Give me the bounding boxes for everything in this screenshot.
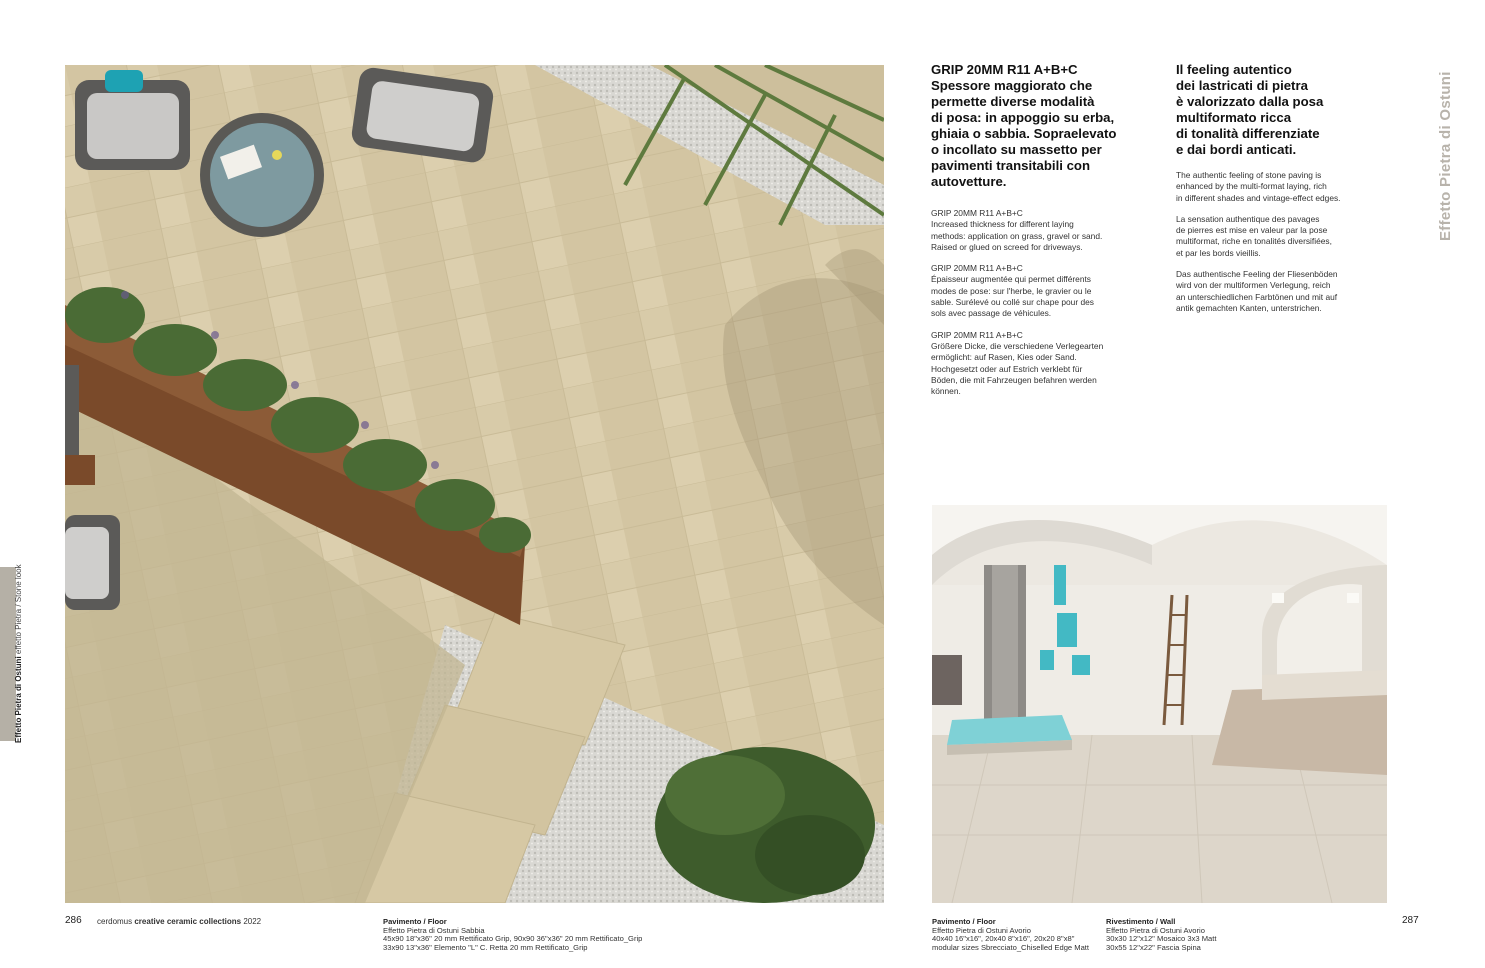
grip-text-de: GRIP 20MM R11 A+B+C Größere Dicke, die verschiedene Verlegearten ermöglicht: auf Rasen, Kies oder Sand. Hochgesetzt oder auf Estrich verklebt für Böden, die mit Fahrzeugen befahren werden können. — [931, 329, 1104, 397]
grip-text-en: GRIP 20MM R11 A+B+C Increased thickness for different laying methods: application on grass, gravel or sand. Raised or glued on screed for driveways. — [931, 208, 1103, 252]
side-title: Effetto Pietra di Ostuni — [1437, 71, 1454, 241]
caption3-title: Rivestimento / Wall — [1106, 917, 1176, 926]
grip-text-fr: GRIP 20MM R11 A+B+C Épaisseur augmentée qui permet différents modes de pose: sur l'herbe, le gravier ou le sable. Surélevé ou collé sur chape pour des sols avec passage de véhicules. — [931, 263, 1094, 319]
feeling-text-de: Das authentische Feeling der Fliesenböden wird von der multiformen Verlegung, reich an unterschiedlichen Farbtönen und mit auf antik gemachten Kanten, unterstrichen. — [1176, 269, 1338, 313]
caption-wall-avorio — [1106, 918, 1217, 952]
caption1-body: Effetto Pietra di Ostuni Sabbia 45x90 18"x36" 20 mm Rettificato Grip, 90x90 36"x36" 20 mm Rettificato_Grip 33x90 13"x36" Elemento "L" C. Retta 20 mm Rettificato_Grip — [383, 925, 643, 952]
interior-bedroom-photo — [932, 505, 1387, 903]
feeling-text-en: The authentic feeling of stone paving is enhanced by the multi-format laying, rich in different shades and vintage-effect edges. — [1176, 170, 1341, 203]
page-number-left: 286 — [65, 915, 82, 926]
feeling-text-fr: La sensation authentique des pavages de pierres est mise en valeur par la pose multiformat, riche en tonalités diversifiées, et par les bords vieillis. — [1176, 213, 1332, 258]
section-label-title: Effetto Pietra di Ostuni — [14, 656, 23, 743]
outdoor-terrace-photo — [65, 65, 884, 903]
brand-collection: creative ceramic collections — [134, 917, 242, 926]
feeling-headline-it: Il feeling autentico dei lastricati di pietra è valorizzato dalla posa multiformato ricca di tonalità differenziate e dai bordi anticati. — [1176, 62, 1324, 157]
page-number-right: 287 — [1402, 915, 1419, 926]
brand-year: 2022 — [241, 917, 262, 926]
caption-floor-sabbia — [383, 918, 642, 952]
outdoor-terrace-illustration — [65, 65, 884, 903]
caption2-title: Pavimento / Floor — [932, 917, 996, 926]
section-label-subtitle: effetto Pietra / Stone look — [14, 564, 23, 655]
caption3-body: Effetto Pietra di Ostuni Avorio 30x30 12"x12" Mosaico 3x3 Matt 30x55 12"x22" Fascia Spina — [1106, 925, 1217, 952]
text-column-feeling — [1176, 62, 1371, 324]
grip-headline-it: GRIP 20MM R11 A+B+C Spessore maggiorato che permette diverse modalità di posa: in appoggio su erba, ghiaia o sabbia. Sopraelevato o incollato su massetto per pavimenti transitabili con autovetture. — [931, 62, 1117, 189]
brand-line — [97, 917, 261, 926]
section-label — [14, 564, 24, 743]
caption1-title: Pavimento / Floor — [383, 917, 447, 926]
caption2-body: Effetto Pietra di Ostuni Avorio 40x40 16"x16", 20x40 8"x16", 20x20 8"x8" modular sizes Sbrecciato_Chiselled Edge Matt — [932, 925, 1090, 952]
caption-floor-avorio — [932, 918, 1089, 952]
interior-bedroom-illustration — [932, 505, 1387, 903]
brand-prefix: cerdomus — [97, 917, 135, 926]
text-column-grip — [931, 62, 1131, 407]
